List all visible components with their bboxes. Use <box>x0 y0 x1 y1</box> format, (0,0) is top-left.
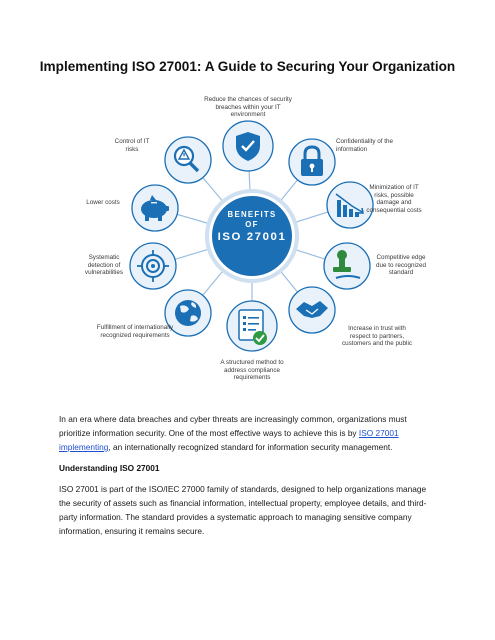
label-control-risks: Control of IT risks <box>114 138 150 153</box>
shield-check-icon <box>223 121 273 171</box>
checklist-icon <box>227 301 277 351</box>
label-confidentiality: Confidentiality of the information <box>336 138 394 153</box>
iso-27001-implementing-link[interactable]: ISO 27001 implementing <box>59 428 399 452</box>
intro-text-after-link: , an internationally recognized standard for information security management. <box>108 442 393 452</box>
target-icon <box>130 243 176 289</box>
label-increase-trust: Increase in trust with respect to partners, customers and the public <box>341 325 412 348</box>
padlock-icon <box>289 139 335 185</box>
label-reduce-breaches: Reduce the chances of security breaches within your IT environment <box>204 96 292 119</box>
stamp-icon <box>324 243 370 289</box>
document-title: Implementing ISO 27001: A Guide to Securing Your Organization <box>39 59 456 74</box>
piggy-bank-icon <box>132 185 178 231</box>
center-title <box>197 210 307 245</box>
center-title-line3: ISO 27001 <box>217 231 287 243</box>
label-lower-costs: Lower costs <box>86 199 120 206</box>
intro-paragraph <box>59 412 439 454</box>
intro-text-before-link: In an era where data breaches and cyber threats are increasingly common, organizations must prioritize information security. One of the most effective ways to achieve this is by <box>59 414 407 438</box>
benefits-infographic <box>0 88 495 390</box>
label-fulfillment: Fulfillment of internationally recognized requirements <box>96 324 174 339</box>
label-minimize-risks: Minimization of IT risks, possible damage and consequential costs <box>366 184 422 214</box>
label-competitive-edge: Competitive edge due to recognized standard <box>375 254 427 277</box>
understanding-paragraph: ISO 27001 is part of the ISO/IEC 27000 family of standards, designed to help organizations manage the security of assets such as financial information, intellectual property, employee details, and third-party information. The standard provides a systematic approach to managing sensitive company information, ensuring it remains secure. <box>59 484 427 536</box>
label-systematic-detection: Systematic detection of vulnerabilities <box>84 254 124 277</box>
handshake-icon <box>289 287 335 333</box>
label-structured-method: A structured method to address compliance requirements <box>220 359 284 382</box>
section-heading: Understanding ISO 27001 <box>59 463 160 473</box>
center-title-line1: BENEFITS <box>227 210 277 219</box>
center-title-line2: OF <box>245 220 259 229</box>
magnifier-warning-icon <box>165 137 211 183</box>
